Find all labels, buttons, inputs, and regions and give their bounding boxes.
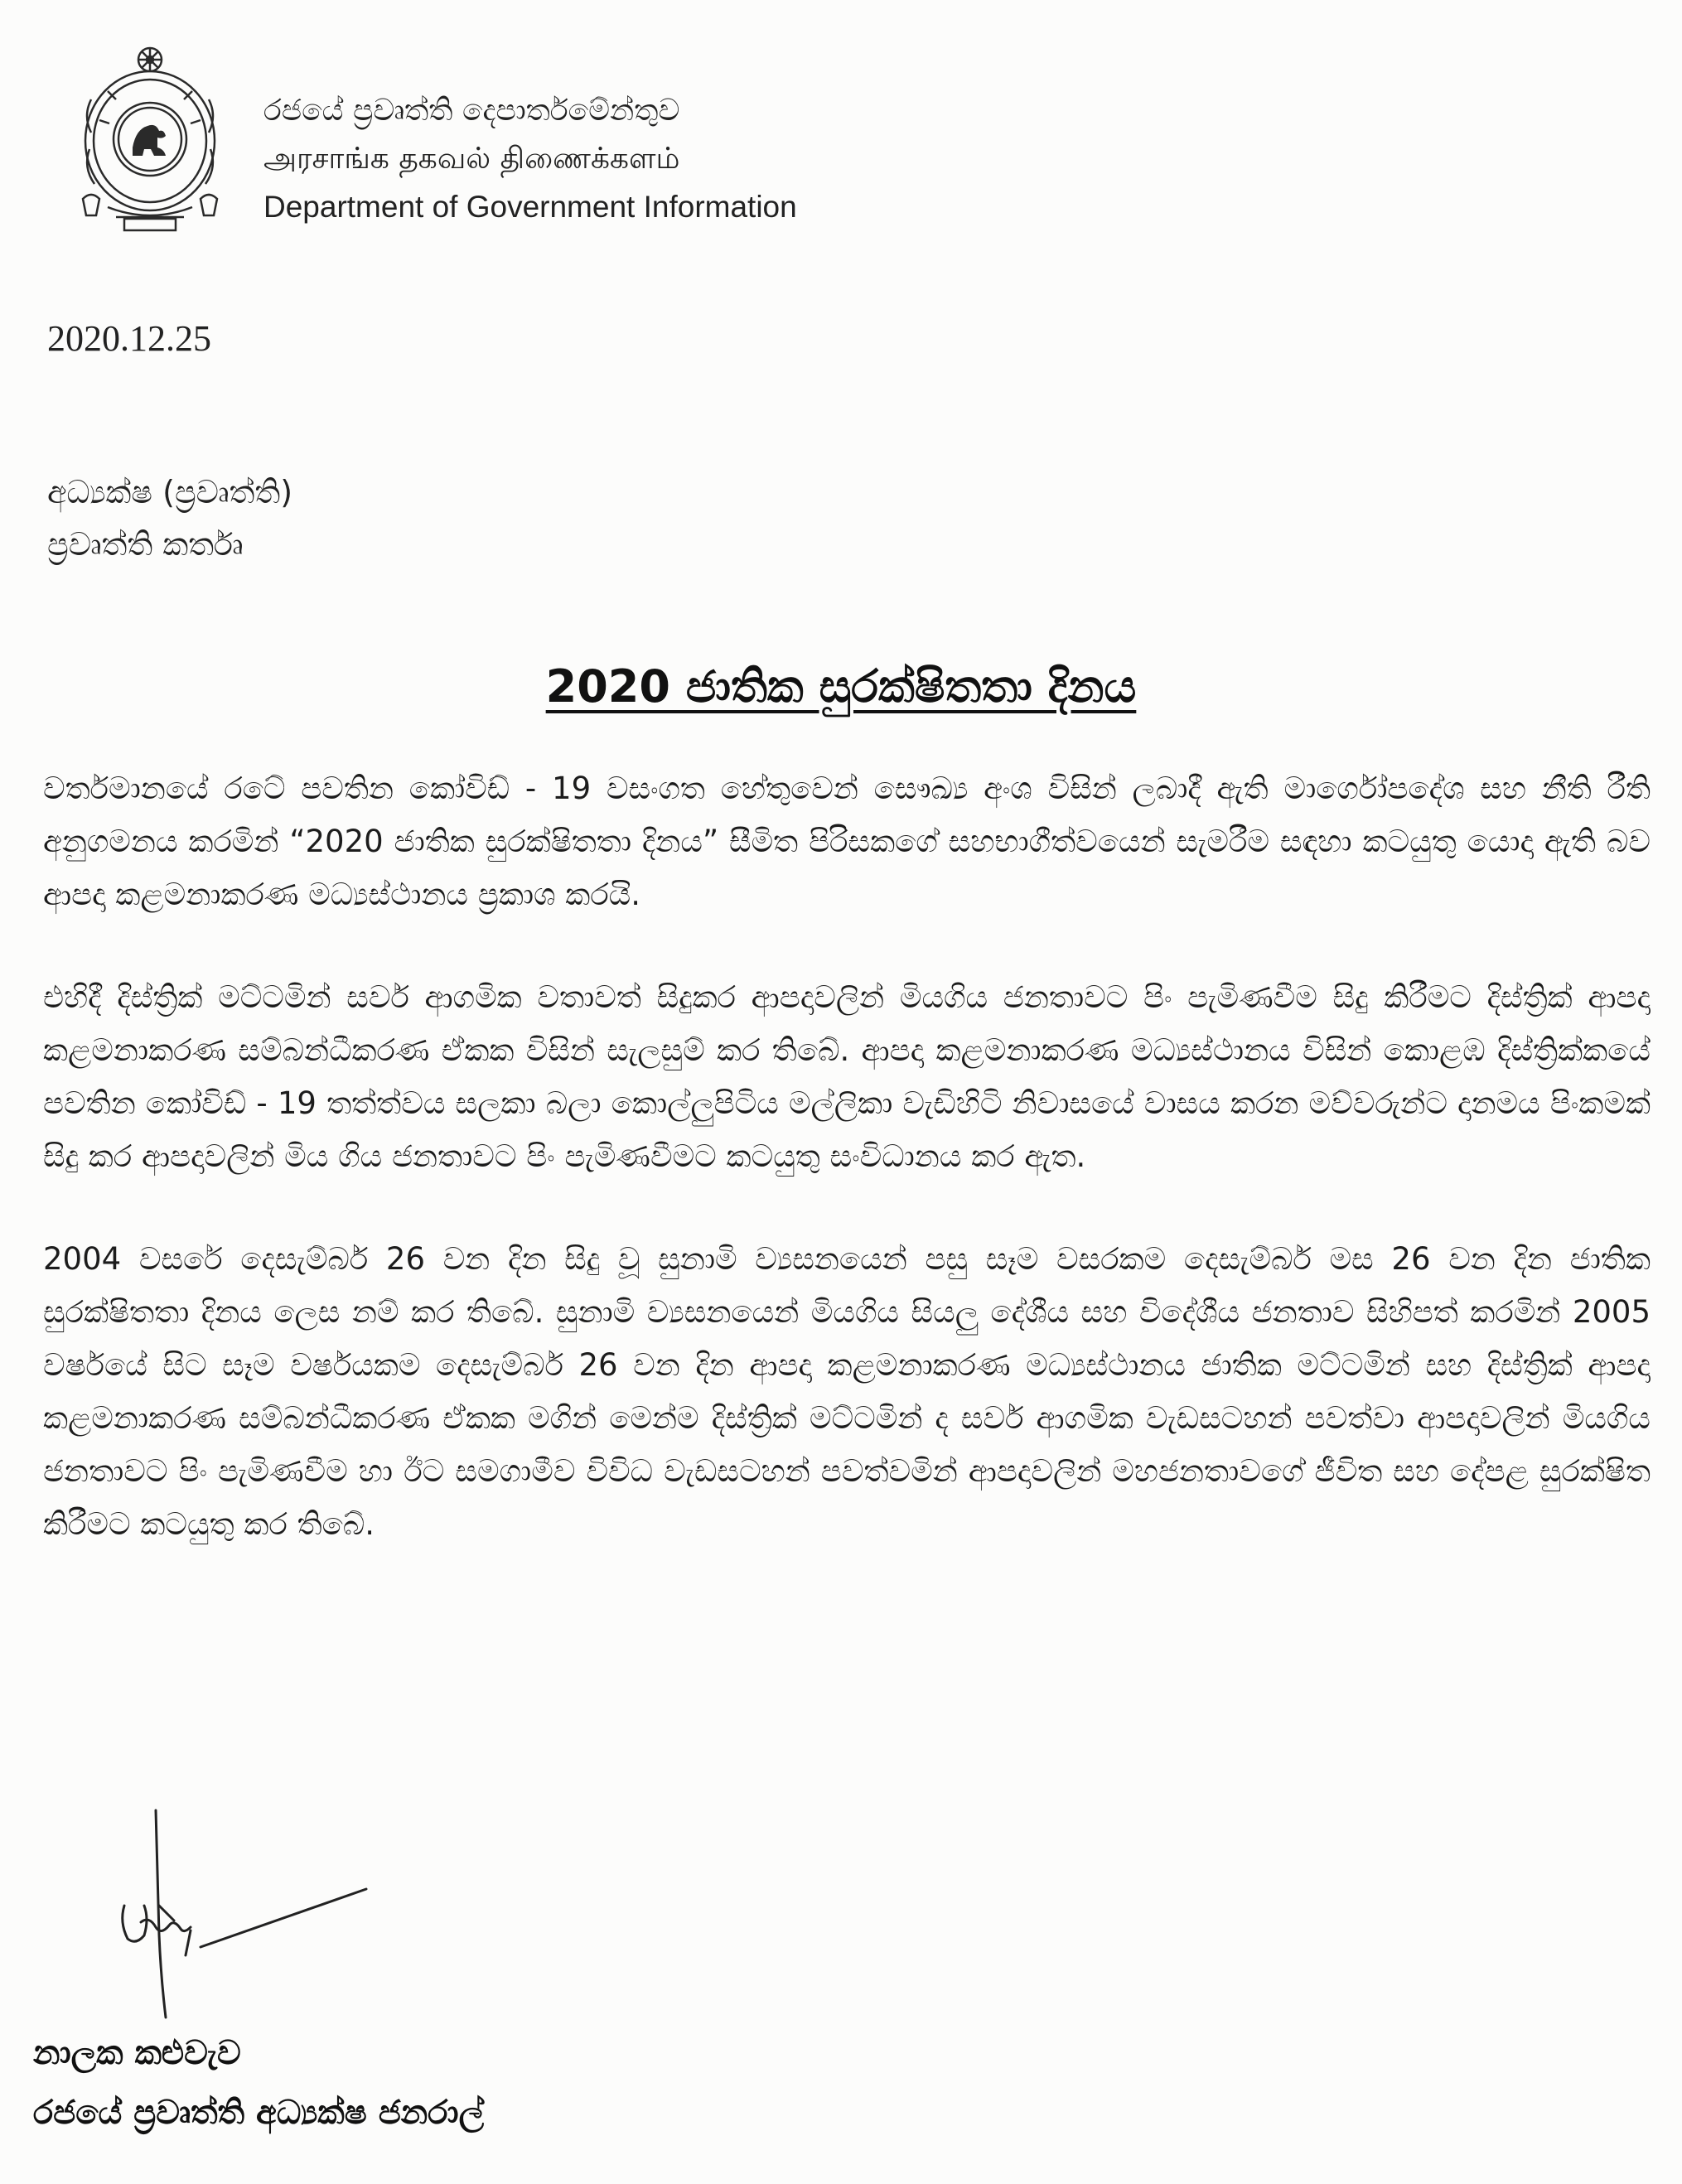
- department-name-english: Department of Government Information: [263, 190, 797, 224]
- signatory-designation: රජයේ ප්‍රවෘත්ති අධ්‍යක්ෂ ජනරාල්: [33, 2094, 485, 2132]
- document-title: 2020 ජාතික සුරක්ෂිතතා දිනය: [545, 660, 1137, 713]
- body-paragraph-1: වර්තමානයේ රටේ පවතින කෝවිඩ් - 19 වසංගත හේතුවෙන් සෞඛ්‍ය අංශ විසින් ලබාදී ඇති මාර්ගෝපදේශ සහ නීති රීති අනුගමනය කරමින් “2020 ජාතික සුරක්ෂිතතා දිනය” සීමිත පිරිසකගේ සහභාගීත්වයෙන් සැමරීම සඳහා කටයුතු යොදා ඇති බව ආපදා කළමනාකරණ මධ්‍යස්ථානය ප්‍රකාශ කරයි.: [43, 771, 1651, 912]
- body-paragraph-3: 2004 වසරේ දෙසැම්බර් 26 වන දින සිදු වූ සුනාමි ව්‍යසනයෙන් පසු සෑම වසරකම දෙසැම්බර් මස 26 වන දින ජාතික සුරක්ෂිතතා දිනය ලෙස නම් කර තිබේ. සුනාමි ව්‍යසනයෙන් මියගිය සියලු දේශීය සහ විදේශීය ජනතාව සිහිපත් කරමින් 2005 වර්ෂයේ සිට සෑම වර්ෂයකම දෙසැම්බර් 26 වන දින ආපදා කළමනාකරණ මධ්‍යස්ථානය ජාතික මට්ටමින් සහ දිස්ත්‍රික් ආපදා කළමනාකරණ සම්බන්ධීකරණ ඒකක මගින් මෙන්ම දිස්ත්‍රික් මට්ටමින් ද සර්ව ආගමික වැඩසටහන් පවත්වා ආපදාවලින් මියගිය ජනතාවට පිං පැමිණවීම හා ඊට සමගාමීව විවිධ වැඩසටහන් පවත්වමින් ආපදාවලින් මහජනතාවගේ ජීවිත සහ දේපළ සුරක්ෂිත කිරීමට කටයුතු කර තිබේ.: [43, 1241, 1651, 1542]
- signatory-name: නාලක කළුවැව: [33, 2034, 241, 2072]
- sri-lanka-emblem-icon: [75, 41, 225, 236]
- department-name-tamil: அரசாங்க தகவல் திணைக்களம்: [263, 142, 680, 176]
- department-name-sinhala: රජයේ ප්‍රවෘත්ති දෙපාර්තමේන්තුව: [263, 94, 680, 128]
- letter-body: [43, 762, 1651, 1601]
- signatory-block: [33, 2023, 484, 2143]
- body-paragraph-2: එහිදී දිස්ත්‍රික් මට්ටමින් සර්ව ආගමික වතාවත් සිදුකර ආපදාවලින් මියගිය ජනතාවට පිං පැමිණවීම සිදු කිරීමට දිස්ත්‍රික් ආපදා කළමනාකරණ සම්බන්ධීකරණ ඒකක විසින් සැලසුම් කර තිබේ. ආපදා කළමනාකරණ මධ්‍යස්ථානය විසින් කොළඹ දිස්ත්‍රික්කයේ පවතින කෝවිඩ් - 19 තත්ත්වය සලකා බලා කොල්ලුපිටිය මල්ලිකා වැඩිහිටි නිවාසයේ වාසය කරන මව්වරුන්ට දානමය පිංකමක් සිදු කර ආපදාවලින් මිය ගිය ජනතාවට පිං පැමිණවීමට කටයුතු සංවිධානය කර ඇත.: [43, 979, 1651, 1174]
- letter-date: 2020.12.25: [47, 318, 211, 359]
- department-name-block: [263, 87, 797, 231]
- recipient-line-2: ප්‍රවෘත්ති කර්තෘ: [47, 526, 244, 563]
- handwritten-signature-icon: [108, 1806, 381, 2022]
- recipient-block: [47, 466, 292, 571]
- recipient-line-1: අධ්‍යක්ෂ (ප්‍රවෘත්ති): [47, 474, 293, 510]
- letterhead: [75, 41, 986, 257]
